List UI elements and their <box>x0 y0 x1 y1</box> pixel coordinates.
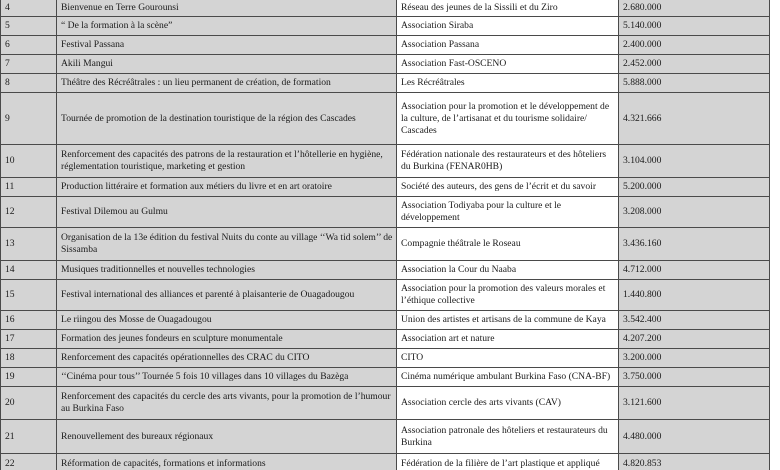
row-number: 20 <box>1 387 57 420</box>
table-row <box>1 368 770 387</box>
project-title: Festival Passana <box>57 36 397 55</box>
table-row <box>1 261 770 280</box>
amount-value: 5.888.000 <box>619 74 770 93</box>
amount-value: 3.121.600 <box>619 387 770 420</box>
table-row <box>1 55 770 74</box>
project-title: Bienvenue en Terre Gourounsi <box>57 0 397 17</box>
row-number: 4 <box>1 0 57 17</box>
table-body <box>1 0 770 470</box>
table-row <box>1 178 770 197</box>
project-title: ‘‘Cinéma pour tous’’ Tournée 5 fois 10 villages dans 10 villages du Bazèga <box>57 368 397 387</box>
row-number: 6 <box>1 36 57 55</box>
table-row <box>1 454 770 470</box>
amount-value: 4.480.000 <box>619 420 770 454</box>
project-title: Festival Dilemou au Gulmu <box>57 197 397 228</box>
table-row <box>1 0 770 17</box>
table-row <box>1 349 770 368</box>
amount-value: 4.207.200 <box>619 330 770 349</box>
table-row <box>1 420 770 454</box>
row-number: 11 <box>1 178 57 197</box>
row-number: 7 <box>1 55 57 74</box>
project-title: Tournée de promotion de la destination touristique de la région des Cascades <box>57 93 397 145</box>
amount-value: 3.436.160 <box>619 228 770 261</box>
organization-name: Association Siraba <box>397 17 619 36</box>
project-title: Production littéraire et formation aux métiers du livre et en art oratoire <box>57 178 397 197</box>
row-number: 19 <box>1 368 57 387</box>
amount-value: 3.750.000 <box>619 368 770 387</box>
project-title: Renforcement des capacités du cercle des arts vivants, pour la promotion de l’humour au Burkina Faso <box>57 387 397 420</box>
amount-value: 4.820.853 <box>619 454 770 470</box>
project-title: Théâtre des Récréâtrales : un lieu permanent de création, de formation <box>57 74 397 93</box>
organization-name: Association pour la promotion et le développement de la culture, de l’artisanat et du tourisme solidaire/ Cascades <box>397 93 619 145</box>
organization-name: Association Passana <box>397 36 619 55</box>
organization-name: Fédération de la filière de l’art plastique et appliqué <box>397 454 619 470</box>
project-title: Organisation de la 13e édition du festival Nuits du conte au village ‘‘Wa tid solem’’ de Sissamba <box>57 228 397 261</box>
organization-name: Association art et nature <box>397 330 619 349</box>
row-number: 8 <box>1 74 57 93</box>
row-number: 12 <box>1 197 57 228</box>
row-number: 14 <box>1 261 57 280</box>
amount-value: 2.680.000 <box>619 0 770 17</box>
table-row <box>1 145 770 178</box>
organization-name: Association Todiyaba pour la culture et le développement <box>397 197 619 228</box>
table-row <box>1 387 770 420</box>
row-number: 17 <box>1 330 57 349</box>
organization-name: Les Récréâtrales <box>397 74 619 93</box>
table-row <box>1 311 770 330</box>
project-title: Akili Mangui <box>57 55 397 74</box>
row-number: 5 <box>1 17 57 36</box>
organization-name: Cinéma numérique ambulant Burkina Faso (CNA-BF) <box>397 368 619 387</box>
organization-name: Compagnie théâtrale le Roseau <box>397 228 619 261</box>
row-number: 9 <box>1 93 57 145</box>
row-number: 22 <box>1 454 57 470</box>
project-title: “ De la formation à la scène” <box>57 17 397 36</box>
project-title: Formation des jeunes fondeurs en sculpture monumentale <box>57 330 397 349</box>
amount-value: 1.440.800 <box>619 280 770 311</box>
organization-name: Fédération nationale des restaurateurs et des hôteliers du Burkina (FENAR0HB) <box>397 145 619 178</box>
organization-name: Société des auteurs, des gens de l’écrit et du savoir <box>397 178 619 197</box>
project-title: Renforcement des capacités des patrons de la restauration et l’hôtellerie en hygiène, réglementation touristique, marketing et gestion <box>57 145 397 178</box>
organization-name: Association la Cour du Naaba <box>397 261 619 280</box>
amount-value: 5.200.000 <box>619 178 770 197</box>
organization-name: Association Fast-OSCENO <box>397 55 619 74</box>
amount-value: 3.208.000 <box>619 197 770 228</box>
table-row <box>1 197 770 228</box>
amount-value: 4.712.000 <box>619 261 770 280</box>
amount-value: 3.200.000 <box>619 349 770 368</box>
amount-value: 3.542.400 <box>619 311 770 330</box>
amount-value: 3.104.000 <box>619 145 770 178</box>
amount-value: 4.321.666 <box>619 93 770 145</box>
table-row <box>1 36 770 55</box>
organization-name: Réseau des jeunes de la Sissili et du Ziro <box>397 0 619 17</box>
project-title: Festival international des alliances et parenté à plaisanterie de Ouagadougou <box>57 280 397 311</box>
organization-name: CITO <box>397 349 619 368</box>
row-number: 10 <box>1 145 57 178</box>
table-row <box>1 280 770 311</box>
row-number: 16 <box>1 311 57 330</box>
row-number: 18 <box>1 349 57 368</box>
organization-name: Association patronale des hôteliers et restaurateurs du Burkina <box>397 420 619 454</box>
amount-value: 2.400.000 <box>619 36 770 55</box>
amount-value: 2.452.000 <box>619 55 770 74</box>
table-row <box>1 330 770 349</box>
table-row <box>1 17 770 36</box>
amount-value: 5.140.000 <box>619 17 770 36</box>
project-title: Renforcement des capacités opérationnelles des CRAC du CITO <box>57 349 397 368</box>
organization-name: Union des artistes et artisans de la commune de Kaya <box>397 311 619 330</box>
project-title: Le riingou des Mosse de Ouagadougou <box>57 311 397 330</box>
table-row <box>1 74 770 93</box>
row-number: 13 <box>1 228 57 261</box>
organization-name: Association pour la promotion des valeurs morales et l’éthique collective <box>397 280 619 311</box>
table-row <box>1 228 770 261</box>
project-title: Renouvellement des bureaux régionaux <box>57 420 397 454</box>
project-title: Musiques traditionnelles et nouvelles technologies <box>57 261 397 280</box>
row-number: 15 <box>1 280 57 311</box>
table-row <box>1 93 770 145</box>
row-number: 21 <box>1 420 57 454</box>
organization-name: Association cercle des arts vivants (CAV) <box>397 387 619 420</box>
project-title: Réformation de capacités, formations et informations <box>57 454 397 470</box>
